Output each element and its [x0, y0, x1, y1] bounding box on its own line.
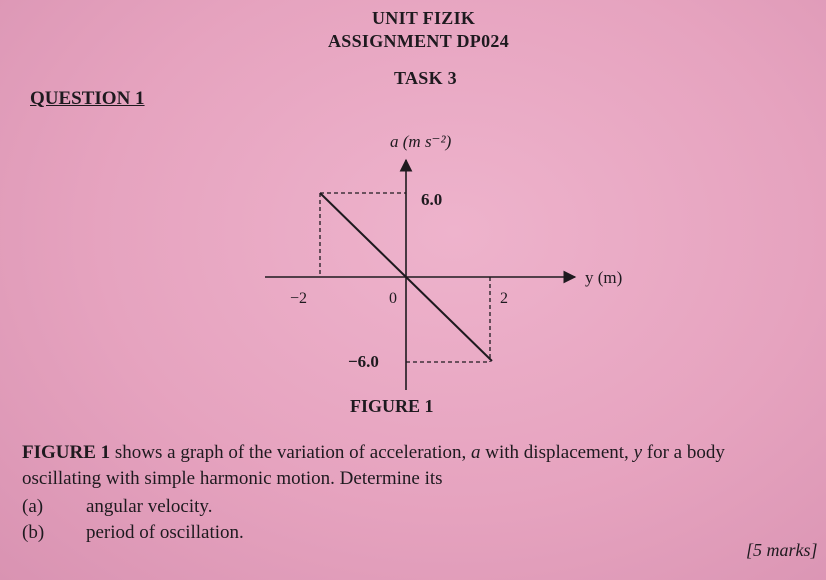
tick-label-pos: 6.0: [421, 190, 443, 209]
figure-ref: FIGURE 1: [22, 442, 111, 463]
tick-label-left: −2: [290, 290, 308, 307]
item-b-label: (b): [22, 522, 45, 543]
para-text-2: with displacement,: [480, 442, 634, 463]
item-a-label: (a): [22, 496, 44, 517]
question-paragraph-line-2: oscillating with simple harmonic motion. Determine its: [22, 468, 443, 489]
question-paragraph-line-1: [22, 440, 725, 466]
y-axis-label: a (m s⁻²): [390, 132, 452, 151]
var-y: y: [633, 442, 642, 463]
tick-label-neg: −6.0: [348, 352, 379, 371]
item-a-text: angular velocity.: [86, 496, 213, 517]
task-title: TASK 3: [394, 68, 457, 88]
var-a: a: [471, 442, 481, 463]
para-text-3: for a body: [642, 442, 725, 463]
figure-caption: FIGURE 1: [350, 396, 434, 416]
marks-label: [5 marks]: [746, 540, 818, 560]
para-text-1: shows a graph of the variation of acceleration,: [110, 442, 472, 463]
assignment-title: ASSIGNMENT DP024: [328, 31, 509, 51]
unit-title: UNIT FIZIK: [372, 8, 476, 28]
question-label: QUESTION 1: [30, 88, 145, 109]
tick-label-origin: 0: [389, 290, 397, 307]
x-axis-label: y (m): [585, 268, 623, 287]
item-b-text: period of oscillation.: [86, 522, 244, 543]
tick-label-right: 2: [500, 290, 508, 307]
